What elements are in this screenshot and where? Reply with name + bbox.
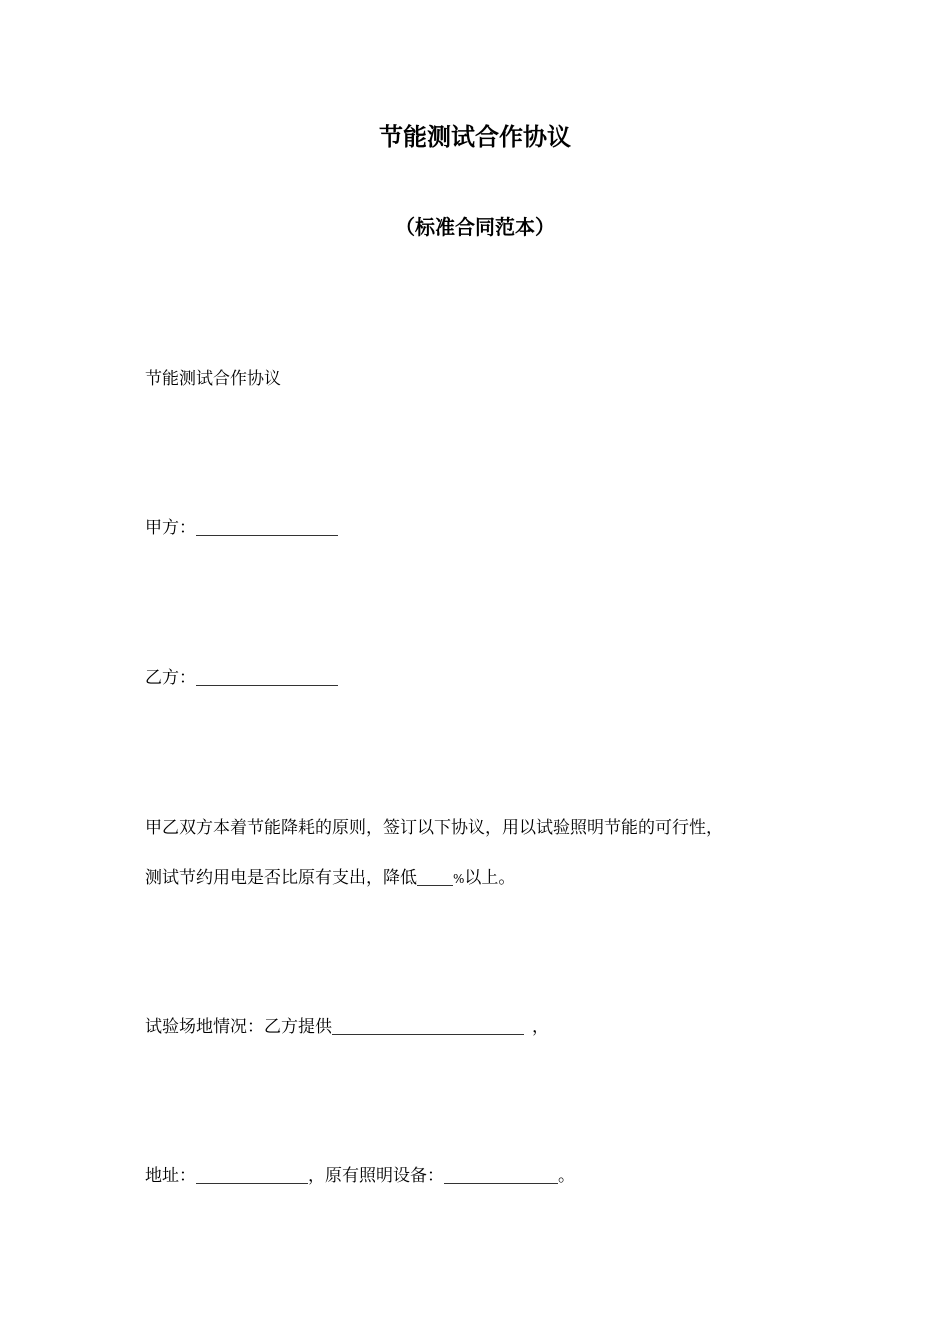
party-a-label: 甲方： bbox=[145, 518, 196, 538]
document-subtitle: （标准合同范本） bbox=[395, 215, 555, 239]
party-b-line bbox=[145, 665, 825, 691]
test-site-label: 试验场地情况：乙方提供 bbox=[145, 1017, 332, 1037]
address-blank[interactable] bbox=[196, 1165, 308, 1184]
equipment-label: ，原有照明设备： bbox=[308, 1166, 444, 1186]
address-label: 地址： bbox=[145, 1166, 196, 1186]
equipment-blank[interactable] bbox=[444, 1165, 558, 1184]
party-a-line bbox=[145, 515, 825, 541]
purpose-line-2 bbox=[145, 865, 825, 892]
test-site-comma: ， bbox=[532, 1017, 549, 1037]
purpose-line-1: 甲乙双方本着节能降耗的原则，签订以下协议，用以试验照明节能的可行性， bbox=[145, 818, 723, 838]
address-period: 。 bbox=[558, 1166, 575, 1186]
party-b-label: 乙方： bbox=[145, 668, 196, 688]
address-line bbox=[145, 1163, 825, 1189]
percent-sign: % bbox=[453, 872, 465, 886]
party-b-blank[interactable] bbox=[196, 667, 338, 686]
test-site-blank[interactable] bbox=[332, 1016, 524, 1035]
reduction-percent-blank[interactable] bbox=[417, 867, 453, 886]
party-a-blank[interactable] bbox=[196, 517, 338, 536]
purpose-text-start: 测试节约用电是否比原有支出，降低 bbox=[145, 868, 417, 888]
document-title: 节能测试合作协议 bbox=[379, 123, 571, 151]
test-site-line bbox=[145, 1014, 825, 1040]
purpose-text-end: 以上。 bbox=[464, 868, 516, 888]
agreement-heading: 节能测试合作协议 bbox=[145, 369, 281, 389]
